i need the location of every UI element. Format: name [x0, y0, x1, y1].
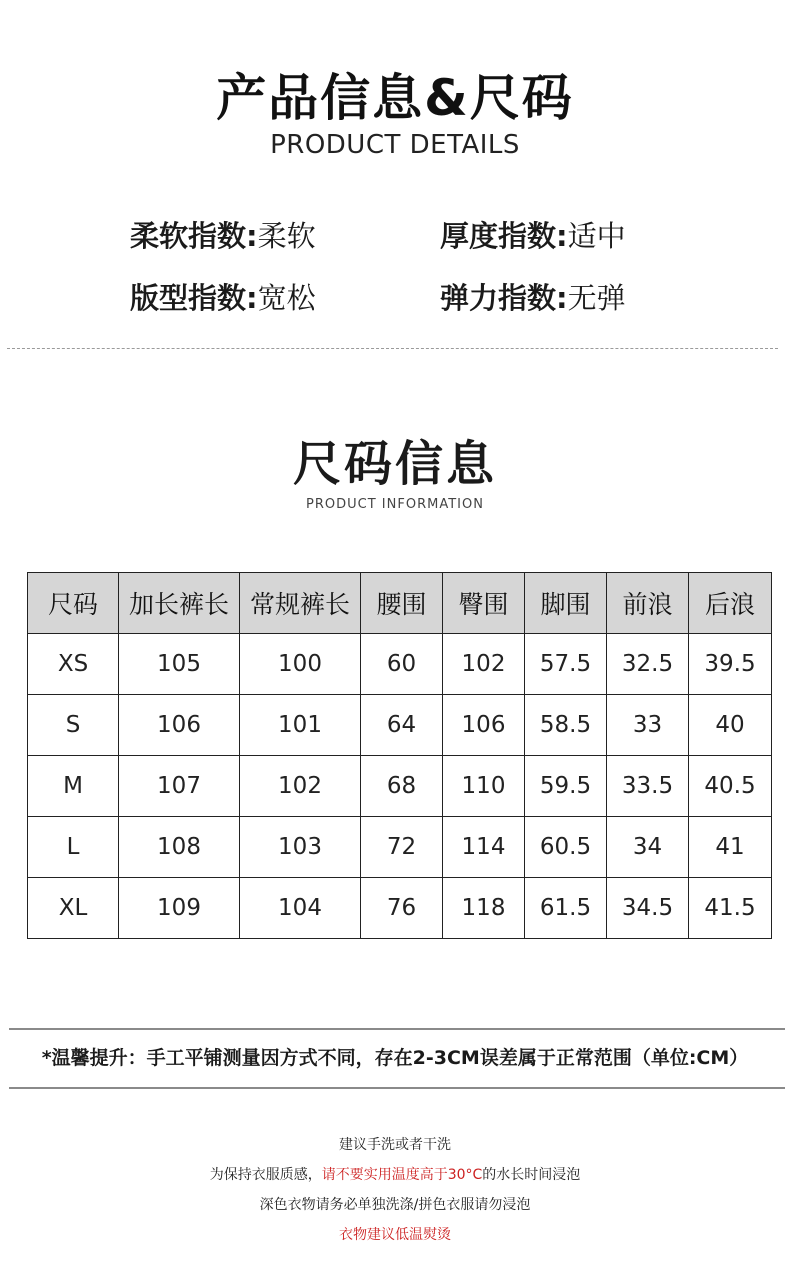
table-cell: 33	[607, 695, 689, 756]
table-cell: 33.5	[607, 756, 689, 817]
header-back-rise: 后浪	[689, 573, 772, 634]
table-cell: 102	[240, 756, 361, 817]
table-cell: 101	[240, 695, 361, 756]
table-cell: 41.5	[689, 878, 772, 939]
table-cell: 106	[443, 695, 525, 756]
table-cell: S	[28, 695, 119, 756]
table-cell: 34.5	[607, 878, 689, 939]
table-cell: 34	[607, 817, 689, 878]
table-row	[28, 878, 772, 939]
table-row	[28, 817, 772, 878]
table-cell: 41	[689, 817, 772, 878]
table-cell: 105	[119, 634, 240, 695]
size-table	[27, 572, 772, 939]
table-cell: 60	[361, 634, 443, 695]
care-warning: 请不要实用温度高于30°C	[321, 1167, 483, 1183]
table-cell: 61.5	[525, 878, 607, 939]
care-line-temperature	[0, 1164, 790, 1184]
attribute-key: 柔软指数:	[130, 219, 258, 253]
table-cell: XS	[28, 634, 119, 695]
attribute-key: 弹力指数:	[440, 281, 568, 315]
table-cell: 114	[443, 817, 525, 878]
attribute-fit	[130, 276, 316, 317]
tip-top-divider	[9, 1028, 785, 1030]
table-cell: 118	[443, 878, 525, 939]
table-cell: 58.5	[525, 695, 607, 756]
table-cell: 107	[119, 756, 240, 817]
attribute-key: 厚度指数:	[440, 219, 568, 253]
table-cell: L	[28, 817, 119, 878]
table-cell: 108	[119, 817, 240, 878]
table-cell: XL	[28, 878, 119, 939]
attribute-value: 无弹	[567, 281, 626, 315]
care-line-dark-colors: 深色衣物请务必单独洗涤/拼色衣服请勿浸泡	[259, 1197, 531, 1213]
table-cell: 59.5	[525, 756, 607, 817]
table-row	[28, 695, 772, 756]
table-cell: 57.5	[525, 634, 607, 695]
table-cell: M	[28, 756, 119, 817]
table-cell: 72	[361, 817, 443, 878]
header-regular-length: 常规裤长	[240, 573, 361, 634]
header-front-rise: 前浪	[607, 573, 689, 634]
table-cell: 39.5	[689, 634, 772, 695]
care-line-ironing: 衣物建议低温熨烫	[339, 1227, 451, 1243]
table-cell: 60.5	[525, 817, 607, 878]
tip-bottom-divider	[9, 1087, 785, 1089]
care-text: 为保持衣服质感，	[209, 1167, 322, 1183]
table-cell: 100	[240, 634, 361, 695]
attribute-softness	[130, 214, 316, 255]
header-long-length: 加长裤长	[119, 573, 240, 634]
table-cell: 40.5	[689, 756, 772, 817]
attribute-value: 适中	[567, 219, 626, 253]
care-text: 的水长时间浸泡	[482, 1167, 581, 1183]
table-cell: 110	[443, 756, 525, 817]
dashed-divider	[7, 348, 778, 349]
attribute-elasticity	[440, 276, 626, 317]
table-cell: 68	[361, 756, 443, 817]
table-cell: 104	[240, 878, 361, 939]
table-cell: 76	[361, 878, 443, 939]
table-header-row	[28, 573, 772, 634]
size-section-title: 尺码信息	[292, 436, 497, 492]
size-section-subtitle: PRODUCT INFORMATION	[306, 497, 484, 512]
table-cell: 32.5	[607, 634, 689, 695]
care-line-wash: 建议手洗或者干洗	[339, 1137, 451, 1153]
header-hip: 臀围	[443, 573, 525, 634]
attribute-value: 柔软	[257, 219, 316, 253]
page-subtitle: PRODUCT DETAILS	[270, 130, 520, 160]
measurement-tip: *温馨提升：手工平铺测量因方式不同，存在2-3CM误差属于正常范围（单位:CM）	[41, 1047, 749, 1069]
attribute-thickness	[440, 214, 626, 255]
table-cell: 40	[689, 695, 772, 756]
table-cell: 103	[240, 817, 361, 878]
header-size: 尺码	[28, 573, 119, 634]
header-hem: 脚围	[525, 573, 607, 634]
table-row	[28, 756, 772, 817]
table-cell: 106	[119, 695, 240, 756]
table-cell: 64	[361, 695, 443, 756]
table-cell: 109	[119, 878, 240, 939]
attribute-key: 版型指数:	[130, 281, 258, 315]
page-title: 产品信息&尺码	[216, 69, 574, 127]
table-cell: 102	[443, 634, 525, 695]
attribute-value: 宽松	[257, 281, 316, 315]
header-waist: 腰围	[361, 573, 443, 634]
table-row	[28, 634, 772, 695]
